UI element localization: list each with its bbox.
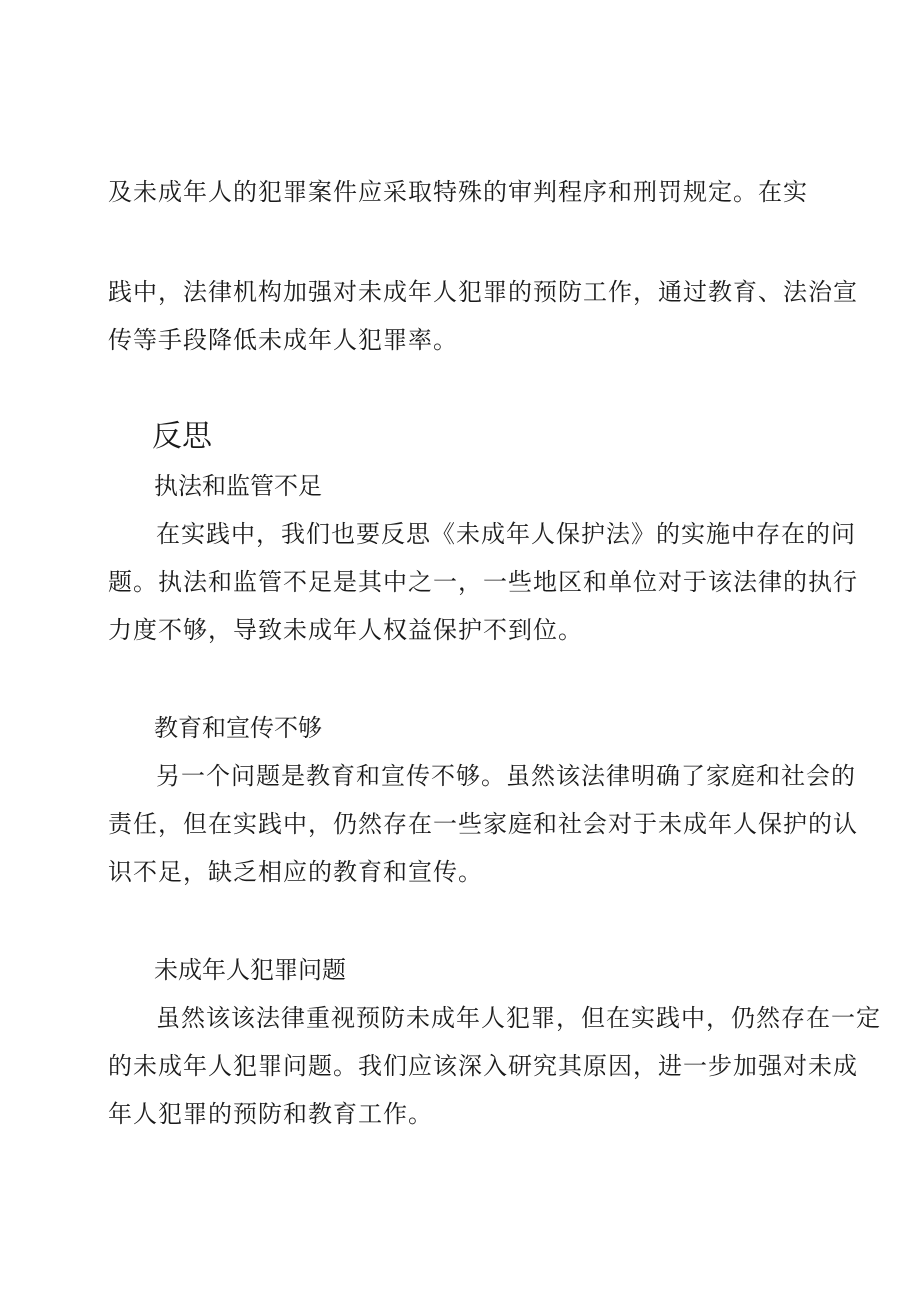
intro-line-3: 传等手段降低未成年人犯罪率。 (108, 326, 458, 354)
subsection-heading-juvenile-crime: 未成年人犯罪问题 (154, 956, 346, 984)
education-line-3: 识不足，缺乏相应的教育和宣传。 (108, 858, 483, 886)
enforcement-line-2: 题。执法和监管不足是其中之一，一些地区和单位对于该法律的执行 (108, 568, 858, 596)
intro-line-1: 及未成年人的犯罪案件应采取特殊的审判程序和刑罚规定。在实 (108, 178, 808, 206)
enforcement-line-1: 在实践中，我们也要反思《未成年人保护法》的实施中存在的问 (156, 520, 856, 548)
section-title: 反思 (152, 419, 212, 454)
intro-line-2: 践中，法律机构加强对未成年人犯罪的预防工作，通过教育、法治宣 (108, 278, 858, 306)
enforcement-line-3: 力度不够，导致未成年人权益保护不到位。 (108, 616, 583, 644)
education-line-1: 另一个问题是教育和宣传不够。虽然该法律明确了家庭和社会的 (156, 762, 856, 790)
education-line-2: 责任，但在实践中，仍然存在一些家庭和社会对于未成年人保护的认 (108, 810, 858, 838)
subsection-heading-enforcement: 执法和监管不足 (154, 472, 322, 500)
juvenile-crime-line-1: 虽然该该法律重视预防未成年人犯罪，但在实践中，仍然存在一定 (156, 1004, 881, 1032)
juvenile-crime-line-3: 年人犯罪的预防和教育工作。 (108, 1100, 433, 1128)
subsection-heading-education: 教育和宣传不够 (154, 714, 322, 742)
juvenile-crime-line-2: 的未成年人犯罪问题。我们应该深入研究其原因，进一步加强对未成 (108, 1052, 858, 1080)
